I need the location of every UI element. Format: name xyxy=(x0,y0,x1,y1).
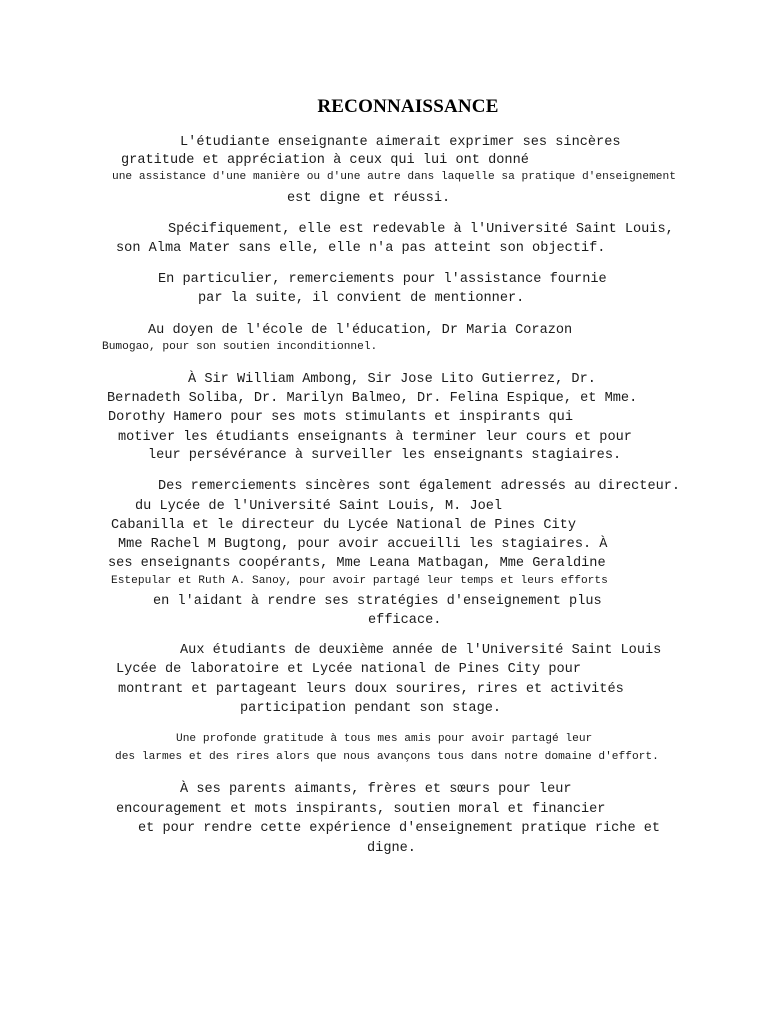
text-line: Des remerciements sincères sont également adressés au directeur. xyxy=(158,479,681,494)
text-line: Bumogao, pour son soutien inconditionnel. xyxy=(102,341,378,353)
text-line: Cabanilla et le directeur du Lycée National de Pines City xyxy=(111,518,576,533)
text-line: leur persévérance à surveiller les enseignants stagiaires. xyxy=(148,448,622,463)
text-line: Estepular et Ruth A. Sanoy, pour avoir partagé leur temps et leurs efforts xyxy=(111,575,608,587)
text-line: À Sir William Ambong, Sir Jose Lito Gutierrez, Dr. xyxy=(188,372,596,387)
text-line: des larmes et des rires alors que nous avançons tous dans notre domaine d'effort. xyxy=(115,751,659,763)
text-line: est digne et réussi. xyxy=(287,191,451,206)
text-line: et pour rendre cette expérience d'enseignement pratique riche et xyxy=(138,821,661,836)
text-line: efficace. xyxy=(368,613,442,628)
text-line: En particulier, remerciements pour l'assistance fournie xyxy=(158,272,607,287)
text-line: Bernadeth Soliba, Dr. Marilyn Balmeo, Dr. Felina Espique, et Mme. xyxy=(107,391,638,406)
text-line: À ses parents aimants, frères et sœurs pour leur xyxy=(180,782,572,797)
text-line: Une profonde gratitude à tous mes amis pour avoir partagé leur xyxy=(176,733,593,745)
page-title: RECONNAISSANCE xyxy=(317,96,499,117)
text-line: encouragement et mots inspirants, soutien moral et financier xyxy=(116,802,606,817)
text-line: motiver les étudiants enseignants à terminer leur cours et pour xyxy=(118,430,632,445)
text-line: Lycée de laboratoire et Lycée national de Pines City pour xyxy=(116,662,581,677)
text-line: Mme Rachel M Bugtong, pour avoir accueilli les stagiaires. À xyxy=(118,537,608,552)
text-line: par la suite, il convient de mentionner. xyxy=(198,291,525,306)
text-line: gratitude et appréciation à ceux qui lui ont donné xyxy=(121,153,529,168)
text-line: participation pendant son stage. xyxy=(240,701,502,716)
text-line: Aux étudiants de deuxième année de l'Université Saint Louis xyxy=(180,643,662,658)
text-line: du Lycée de l'Université Saint Louis, M. Joel xyxy=(135,499,503,514)
text-line: une assistance d'une manière ou d'une autre dans laquelle sa pratique d'enseignement xyxy=(112,171,676,183)
text-line: ses enseignants coopérants, Mme Leana Matbagan, Mme Geraldine xyxy=(108,556,606,571)
text-line: digne. xyxy=(367,841,416,856)
text-line: en l'aidant à rendre ses stratégies d'enseignement plus xyxy=(153,594,602,609)
text-line: montrant et partageant leurs doux sourires, rires et activités xyxy=(118,682,624,697)
text-line: Au doyen de l'école de l'éducation, Dr Maria Corazon xyxy=(148,323,573,338)
text-line: L'étudiante enseignante aimerait exprimer ses sincères xyxy=(180,135,621,150)
text-line: Spécifiquement, elle est redevable à l'Université Saint Louis, xyxy=(168,222,674,237)
text-line: Dorothy Hamero pour ses mots stimulants et inspirants qui xyxy=(108,410,573,425)
text-line: son Alma Mater sans elle, elle n'a pas atteint son objectif. xyxy=(116,241,606,256)
